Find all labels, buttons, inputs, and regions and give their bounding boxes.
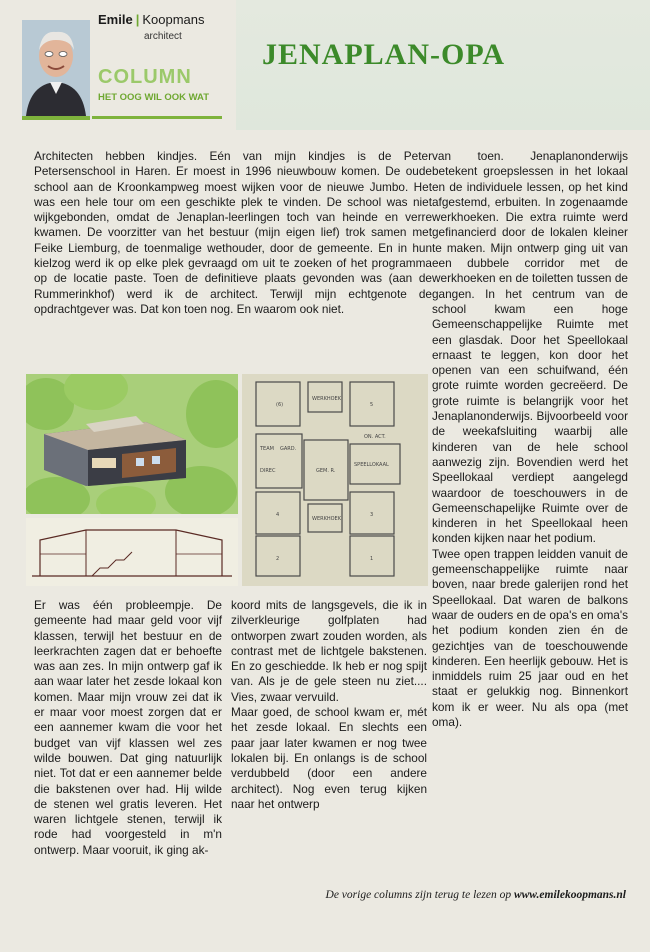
werkhoek-label-top: WERKHOEK — [312, 396, 341, 402]
header-divider — [92, 116, 222, 119]
author-last-name: Koopmans — [142, 12, 205, 27]
footer-url: www.emilekoopmans.nl — [513, 889, 626, 901]
article-headline: JENAPLAN-OPA — [262, 38, 506, 71]
author-name: Emile | Koopmans — [98, 12, 205, 27]
footer-note — [232, 889, 626, 901]
room-3-label: 3 — [370, 512, 374, 518]
gem-r-label: GEM. R. — [316, 468, 336, 474]
on-act-label: ON. ACT. — [364, 434, 386, 440]
article-column-right — [432, 149, 628, 730]
footer-text: De vorige columns zijn terug te lezen op — [325, 889, 512, 901]
room-6-label: (6) — [276, 402, 284, 408]
floor-plan-drawing — [242, 374, 428, 586]
column-label: COLUMN — [98, 66, 192, 88]
author-photo — [22, 20, 90, 120]
paragraph: Twee open trappen leidden vanuit de gemeenschappelijke ruimte naar boven, naar brede galerijen rond het Speellokaal. Dat waren de balkons waar de ouders en de opa's en oma's het podium konden zien én de gezichtjes van de toeschouwende kinderen. Een heerlijk gebouw. Het is inmiddels ruim 25 jaar oud en het staat er gelukkig nog. Binnenkort kom ik er weer. Nu als opa (met oma). — [432, 546, 629, 729]
paragraph: van toen. Jenaplanonderwijs betekent groepslessen in het lokaal en de individuele lessen, op het kind afgestemd, erbuiten. In zogenaamde werkhoeken. Die extra ruimte werd gefinancierd door de lokalen kleiner te maken. Mijn ontwerp ging uit van een dubbele corridor met de werkhoeken en de toiletten tussen de gangen. In het centrum van de school kwam een hoge Gemeenschappelijke Ruimte met een glasdak. Door het Speellokaal ernaast te leggen, kon door het openen van een schuifwand, één grote ruimte worden gecreëerd. De grote ruimte is belangrijk voor het Jenaplanonderwijs. Bijvoorbeeld voor de weekafsluiting waarbij alle kinderen van de hele school aanwezig zijn. Bovendien werd het Speellokaal verdiept aangelegd waardoor de toeschouwers in de Gemeenschapelijke Ruimte over de kinderen in het Speellokaal heen konden kijken naar het podium. — [432, 149, 628, 546]
gard-label: GARD. — [280, 446, 297, 452]
article-column-left: Er was één probleempje. De gemeente had maar geld voor vijf klassen, terwijl het bestuur en de leerkrachten zagen dat er behoefte was aan zes. In mijn ontwerp gaf ik aan waar later het zesde lokaal kon komen. Maar mijn vrouw zei dat ik er maar voor moest zorgen dat er een aannemer kwam die voor het budget van vijf klassen wel zes wilde bouwen. Dat ging natuurlijk niet. Tot dat er een aannemer belde die bakstenen over had. Hij wilde de stenen wel gratis leveren. Het waren lichtgele stenen, terwijl ik rode had voorgesteld in m'n ontwerp. Maar vooruit, ik ging ak- — [34, 598, 222, 857]
room-4-label: 4 — [276, 512, 280, 518]
paragraph: koord mits de langsgevels, die ik in zilverkleurige golfplaten had ontworpen zwart zouden worden, als contrast met de lichtgele bakstenen. En zo geschiedde. Ik heb er nog spijt van. Als je de gele steen nu ziet.... Vies, zwaar vervuild. — [231, 598, 427, 704]
room-5-label: 5 — [370, 402, 374, 408]
paragraph: Maar goed, de school kwam er, mét het zesde lokaal. En slechts een paar jaar later kwamen er nog twee lokalen bij. En onlangs is de school verdubbeld (door een andere architect). Nog even terug kijken naar het ontwerp — [231, 705, 427, 811]
author-first-name: Emile — [98, 12, 133, 27]
column-tagline: HET OOG WIL OOK WAT — [98, 92, 210, 103]
room-2-label: 2 — [276, 556, 280, 562]
article-column-middle — [231, 598, 427, 812]
speellokaal-label: SPEELLOKAAL — [354, 462, 389, 468]
building-render-image — [26, 374, 238, 514]
author-role: architect — [144, 31, 182, 42]
building-section-drawing — [26, 518, 238, 586]
team-label: TEAM — [260, 446, 274, 452]
room-1-label: 1 — [370, 556, 374, 562]
werkhoek-label-bottom: WERKHOEK — [312, 516, 341, 522]
direc-label: DIREC — [260, 468, 276, 474]
article-intro: Architecten hebben kindjes. Eén van mijn kindjes is de Peter Petersenschool in Haren. Er moest in 1996 nieuwbouw komen. De oude school aan de Kroonkampweg moest wijken voor de nieuwe Jumbo. Het was een hele tour om een geschikte plek te vinden. De school was niet wijkgebonden, omdat de Jenaplan-leerlingen toch van heinde en verre kwamen. De voorzitter van het bestuur (mijn eigen lief) trok samen met Feike Liemburg, de toenmalige wethouder, door de gemeente. En in hun kielzog werd ik op elke plek gevraagd om uit te zoeken of het programma op de locatie paste. Toen de definitieve plaats gevonden was (aan de Rummerinkhof) werd ik de architect. Terwijl mijn echtgenote de opdrachtgever was. Dat kon toen nog. En waarom ook niet. — [34, 149, 432, 316]
